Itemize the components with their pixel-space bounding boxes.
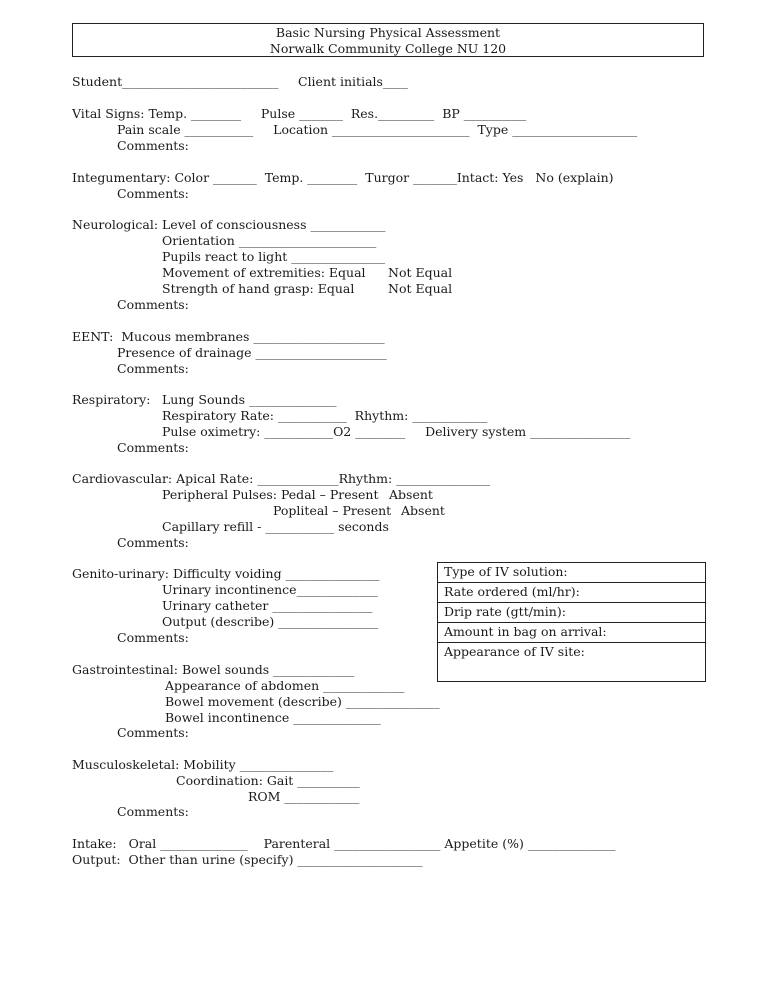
pupils-field[interactable]: Pupils react to light _______________ bbox=[162, 249, 385, 264]
respiratory-label: Respiratory: bbox=[72, 392, 151, 407]
eent-comments[interactable]: Comments: bbox=[117, 361, 189, 376]
pulse-oximetry-field[interactable]: Pulse oximetry: ___________O2 ________ Delivery system ________________ bbox=[162, 424, 631, 439]
drainage-field[interactable]: Presence of drainage _____________________ bbox=[117, 345, 387, 360]
respiratory-comments[interactable]: Comments: bbox=[117, 440, 189, 455]
gi-comments[interactable]: Comments: bbox=[117, 725, 189, 740]
gu-comments[interactable]: Comments: bbox=[117, 630, 189, 645]
capillary-refill-field[interactable]: Capillary refill - ___________ seconds bbox=[162, 519, 389, 534]
intake-line[interactable]: Intake: Oral ______________ Parenteral _________________ Appetite (%) ______________ bbox=[72, 836, 616, 851]
movement-extremities-not-equal[interactable]: Not Equal bbox=[388, 265, 453, 280]
form-title: Basic Nursing Physical Assessment bbox=[275, 25, 501, 40]
respiratory-rate-field[interactable]: Respiratory Rate: ___________ Rhythm: ____________ bbox=[162, 408, 488, 423]
iv-amount-on-arrival-cell[interactable]: Amount in bag on arrival: bbox=[438, 623, 706, 643]
integumentary-line[interactable]: Integumentary: Color _______ Temp. ________ Turgor _______Intact: Yes No (explain) bbox=[72, 170, 614, 185]
bowel-movement-field[interactable]: Bowel movement (describe) _______________ bbox=[165, 694, 440, 709]
urinary-catheter-field[interactable]: Urinary catheter ________________ bbox=[162, 598, 373, 613]
integumentary-comments[interactable]: Comments: bbox=[117, 186, 189, 201]
popliteal-pulse-absent[interactable]: Absent bbox=[401, 503, 445, 518]
lung-sounds-field[interactable]: Lung Sounds ______________ bbox=[162, 392, 337, 407]
bowel-incontinence-field[interactable]: Bowel incontinence ______________ bbox=[165, 710, 381, 725]
form-subtitle: Norwalk Community College NU 120 bbox=[269, 41, 507, 56]
pedal-pulse-absent[interactable]: Absent bbox=[389, 487, 433, 502]
level-of-consciousness-field[interactable]: Level of consciousness ____________ bbox=[162, 217, 386, 232]
vital-signs-line[interactable]: Vital Signs: Temp. ________ Pulse _______ Res._________ BP __________ bbox=[72, 106, 527, 121]
neuro-label: Neurological: bbox=[72, 217, 159, 232]
abdomen-appearance-field[interactable]: Appearance of abdomen _____________ bbox=[165, 678, 405, 693]
output-describe-field[interactable]: Output (describe) ________________ bbox=[162, 614, 379, 629]
msk-comments[interactable]: Comments: bbox=[117, 804, 189, 819]
pedal-pulse-present[interactable]: Peripheral Pulses: Pedal – Present bbox=[162, 487, 379, 502]
bowel-sounds-field[interactable]: Gastrointestinal: Bowel sounds _____________ bbox=[72, 662, 355, 677]
rom-field[interactable]: ROM ____________ bbox=[248, 789, 360, 804]
iv-solution-type-cell[interactable]: Type of IV solution: bbox=[438, 563, 706, 583]
student-field[interactable]: Student_________________________ bbox=[72, 74, 279, 89]
iv-table bbox=[437, 562, 706, 682]
orientation-field[interactable]: Orientation ______________________ bbox=[162, 233, 377, 248]
output-line[interactable]: Output: Other than urine (specify) ____________________ bbox=[72, 852, 423, 867]
apical-rate-field[interactable]: Cardiovascular: Apical Rate: _____________Rhythm: _______________ bbox=[72, 471, 490, 486]
header-box bbox=[72, 23, 704, 57]
neuro-comments[interactable]: Comments: bbox=[117, 297, 189, 312]
popliteal-pulse-present[interactable]: Popliteal – Present bbox=[273, 503, 392, 518]
hand-grasp-equal[interactable]: Strength of hand grasp: Equal bbox=[162, 281, 355, 296]
cardio-comments[interactable]: Comments: bbox=[117, 535, 189, 550]
mobility-field[interactable]: Musculoskeletal: Mobility _______________ bbox=[72, 757, 334, 772]
iv-site-appearance-cell[interactable]: Appearance of IV site: bbox=[438, 643, 706, 682]
mucous-membranes-field[interactable]: EENT: Mucous membranes _____________________ bbox=[72, 329, 385, 344]
client-initials-field[interactable]: Client initials____ bbox=[298, 74, 408, 89]
iv-drip-rate-cell[interactable]: Drip rate (gtt/min): bbox=[438, 603, 706, 623]
movement-extremities-equal[interactable]: Movement of extremities: Equal bbox=[162, 265, 366, 280]
gait-field[interactable]: Coordination: Gait __________ bbox=[176, 773, 360, 788]
hand-grasp-not-equal[interactable]: Not Equal bbox=[388, 281, 453, 296]
urinary-incontinence-field[interactable]: Urinary incontinence_____________ bbox=[162, 582, 378, 597]
vitals-comments[interactable]: Comments: bbox=[117, 138, 189, 153]
difficulty-voiding-field[interactable]: Genito-urinary: Difficulty voiding _______________ bbox=[72, 566, 380, 581]
pain-scale-line[interactable]: Pain scale ___________ Location ______________________ Type ____________________ bbox=[117, 122, 638, 137]
iv-rate-ordered-cell[interactable]: Rate ordered (ml/hr): bbox=[438, 583, 706, 603]
